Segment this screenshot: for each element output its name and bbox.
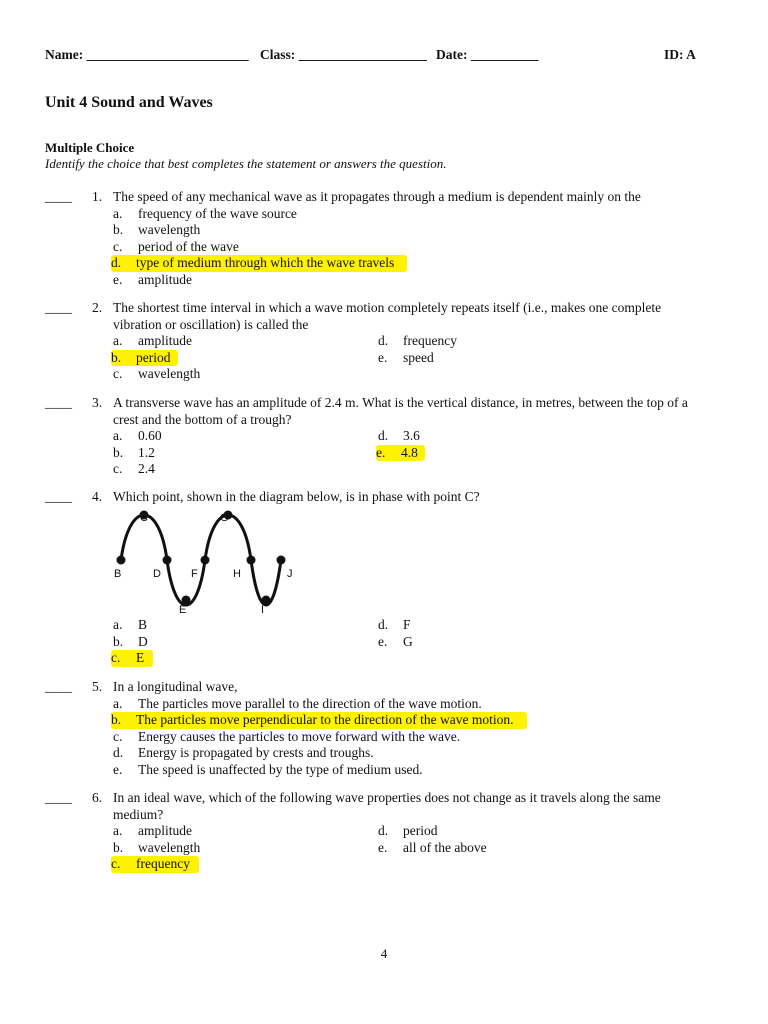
wave-label-h: H xyxy=(233,568,241,580)
question-number: 4. xyxy=(92,489,103,504)
page-number: 4 xyxy=(380,946,388,961)
wave-label-i: I xyxy=(261,604,265,615)
choice-letter: c. xyxy=(113,728,123,744)
choice-letter: d. xyxy=(378,617,389,632)
question-stem: Which point, shown in the diagram below, is in phase with point C? xyxy=(113,489,480,504)
choice-text: The particles move perpendicular to the direction of the wave motion. xyxy=(136,712,514,727)
wave-label-f: F xyxy=(191,568,198,580)
choice-letter: b. xyxy=(113,222,124,237)
wave-label-g: G xyxy=(220,512,229,524)
choice-text: speed xyxy=(403,349,434,365)
choice-c-highlighted xyxy=(111,856,199,873)
answer-blank: ____ xyxy=(45,489,72,504)
answer-blank: ____ xyxy=(45,790,72,805)
wave-point-j xyxy=(277,556,286,565)
choice-text: frequency xyxy=(136,856,190,871)
choice-letter: a. xyxy=(113,617,123,632)
choice-letter: e. xyxy=(113,761,123,777)
wave-point-d xyxy=(163,556,172,565)
wave-label-j: J xyxy=(287,568,293,580)
choice-letter: e. xyxy=(378,633,388,649)
choice-text: Energy is propagated by crests and troughs. xyxy=(138,745,374,760)
question-stem: The shortest time interval in which a wave motion completely repeats itself (i.e., makes one complete vibration or oscillation) is called the xyxy=(113,300,662,332)
choice-text: frequency xyxy=(403,333,457,348)
choice-letter: c. xyxy=(111,856,121,871)
choice-text: 1.2 xyxy=(138,444,155,460)
choice-text: all of the above xyxy=(403,839,487,855)
section-instructions: Identify the choice that best completes the statement or answers the question. xyxy=(45,156,447,171)
choice-letter: c. xyxy=(113,366,123,381)
choice-text: 0.60 xyxy=(138,428,162,443)
choice-text: 4.8 xyxy=(401,444,418,460)
choice-text: The speed is unaffected by the type of medium used. xyxy=(138,761,423,777)
wave-label-d: D xyxy=(153,568,161,580)
answer-blank: ____ xyxy=(45,395,72,410)
choice-letter: a. xyxy=(113,823,123,838)
question-stem: In a longitudinal wave, xyxy=(113,679,238,694)
question-number: 6. xyxy=(92,790,103,805)
id-label: ID: A xyxy=(664,47,696,62)
choice-text: Energy causes the particles to move forward with the wave. xyxy=(138,728,461,744)
wave-label-b: B xyxy=(114,568,122,580)
choice-letter: b. xyxy=(113,444,124,460)
choice-text: period xyxy=(136,349,171,365)
choice-text: G xyxy=(403,633,413,649)
choice-text: D xyxy=(138,633,148,649)
date-field: Date: __________ xyxy=(436,47,539,62)
question-number: 3. xyxy=(92,395,103,410)
choice-letter: d. xyxy=(111,255,122,270)
page-title: Unit 4 Sound and Waves xyxy=(45,94,213,111)
choice-letter: b. xyxy=(111,349,122,365)
wave-point-b xyxy=(117,556,126,565)
choice-text: amplitude xyxy=(138,823,192,838)
choice-text: F xyxy=(403,617,411,632)
choice-text: period xyxy=(403,823,438,838)
question-stem: The speed of any mechanical wave as it propagates through a medium is dependent mainly on the xyxy=(113,189,641,204)
answer-blank: ____ xyxy=(45,300,72,315)
choice-text: E xyxy=(136,650,145,665)
choice-text: 3.6 xyxy=(403,428,420,443)
choice-letter: a. xyxy=(113,205,123,221)
choice-text: period of the wave xyxy=(138,238,239,254)
choice-text: type of medium through which the wave travels xyxy=(136,255,395,270)
choice-letter: d. xyxy=(378,333,389,348)
section-heading: Multiple Choice xyxy=(45,140,135,155)
question-number: 5. xyxy=(92,679,103,694)
choice-text: wavelength xyxy=(138,366,201,381)
choice-letter: a. xyxy=(113,333,123,348)
choice-text: wavelength xyxy=(138,839,201,855)
choice-letter: b. xyxy=(113,839,124,855)
question-stem: In an ideal wave, which of the following wave properties does not change as it travels along the same medium? xyxy=(113,790,661,822)
choice-letter: c. xyxy=(113,461,123,476)
choice-letter: e. xyxy=(113,271,123,287)
choice-letter: d. xyxy=(378,428,389,443)
choice-text: frequency of the wave source xyxy=(138,205,297,221)
question-stem: A transverse wave has an amplitude of 2.4 m. What is the vertical distance, in metres, between the top of a crest and the bottom of a trough? xyxy=(113,395,688,427)
choice-letter: a. xyxy=(113,695,123,711)
choice-letter: d. xyxy=(378,823,389,838)
wave-diagram xyxy=(113,510,303,615)
name-field: Name: ________________________ xyxy=(45,47,249,62)
choice-b-highlighted xyxy=(111,712,527,729)
choice-letter: e. xyxy=(378,839,388,855)
wave-point-f xyxy=(201,556,210,565)
choice-text: amplitude xyxy=(138,271,192,287)
choice-letter: c. xyxy=(113,238,123,254)
student-info-header xyxy=(45,47,700,65)
choice-b-highlighted xyxy=(111,350,178,367)
choice-e-highlighted xyxy=(376,445,425,462)
choice-text: 2.4 xyxy=(138,461,155,476)
choice-text: wavelength xyxy=(138,222,201,237)
wave-point-h xyxy=(247,556,256,565)
choice-letter: c. xyxy=(111,650,121,665)
choice-letter: e. xyxy=(378,349,388,365)
choice-c-highlighted xyxy=(111,650,153,667)
choice-letter: b. xyxy=(111,712,122,727)
choice-text: amplitude xyxy=(138,333,192,348)
choice-letter: b. xyxy=(113,633,124,649)
wave-label-e: E xyxy=(179,604,187,615)
choice-letter: d. xyxy=(113,745,124,760)
class-field: Class: ___________________ xyxy=(260,47,427,62)
choice-text: The particles move parallel to the direction of the wave motion. xyxy=(138,695,482,711)
answer-blank: ____ xyxy=(45,679,72,694)
choice-text: B xyxy=(138,617,148,632)
question-number: 1. xyxy=(92,189,103,204)
choice-letter: e. xyxy=(376,444,386,460)
answer-blank: ____ xyxy=(45,189,72,204)
choice-d-highlighted xyxy=(111,255,407,272)
question-number: 2. xyxy=(92,300,103,315)
choice-letter: a. xyxy=(113,428,123,443)
wave-label-c: C xyxy=(140,512,148,524)
